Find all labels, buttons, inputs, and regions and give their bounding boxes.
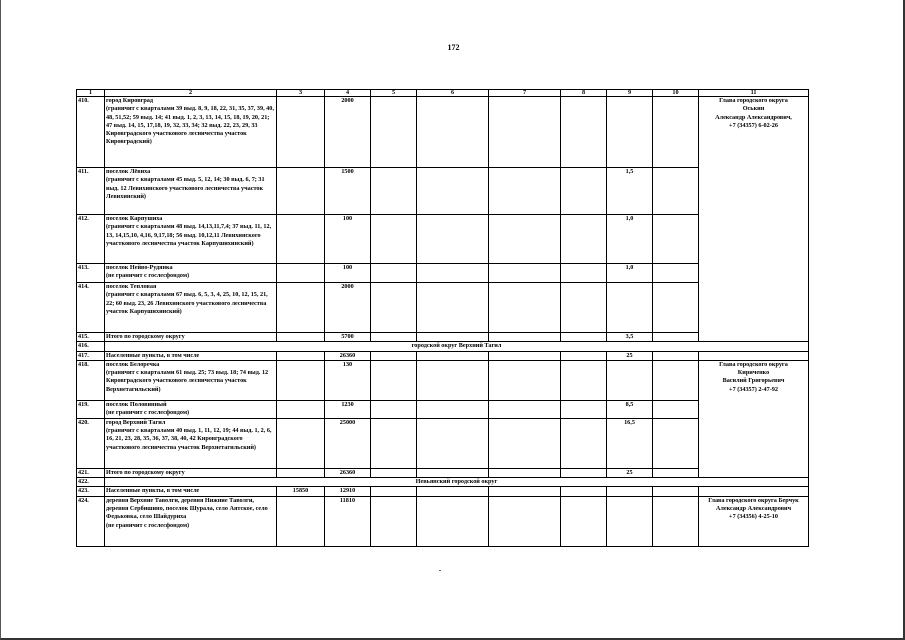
col7-cell <box>489 97 561 168</box>
col6-cell <box>417 215 489 264</box>
col6-cell <box>417 283 489 333</box>
col7-cell <box>489 215 561 264</box>
col8-cell <box>561 283 607 333</box>
col4-cell: 1500 <box>325 168 371 215</box>
col5-cell <box>371 487 417 496</box>
col3-cell <box>277 283 325 333</box>
col10-cell <box>653 400 699 418</box>
header-cell: 4 <box>325 90 371 97</box>
col9-cell: 25 <box>607 351 653 360</box>
col9-cell <box>607 283 653 333</box>
col3-cell <box>277 168 325 215</box>
col10-cell <box>653 333 699 342</box>
col8-cell <box>561 418 607 468</box>
col9-cell: 3,5 <box>607 333 653 342</box>
settlement-cell: город Верхний Тагил (граничит с кварталами 40 выд. 1, 11, 12, 19; 44 выд. 1, 2, 6, 16, 21, 23, 28, 35, 36, 37, 38, 40, 42 Кировградского участкового лесничества участок Верхнетагильский) <box>105 418 277 468</box>
col5-cell <box>371 264 417 283</box>
col10-cell <box>653 418 699 468</box>
col5-cell <box>371 97 417 168</box>
row-number: 416. <box>77 342 105 351</box>
header-cell: 8 <box>561 90 607 97</box>
col9-cell: 8,5 <box>607 400 653 418</box>
col5-cell <box>371 215 417 264</box>
col8-cell <box>561 264 607 283</box>
page-number: 172 <box>447 43 460 52</box>
col6-cell <box>417 496 489 546</box>
col7-cell <box>489 487 561 496</box>
col10-cell <box>653 168 699 215</box>
col3-cell <box>277 418 325 468</box>
col4-cell: 130 <box>325 360 371 400</box>
col11-cell <box>699 351 809 360</box>
col9-cell: 1,5 <box>607 168 653 215</box>
settlement-cell: Населенные пункты, в том числе <box>105 487 277 496</box>
col10-cell <box>653 283 699 333</box>
col3-cell <box>277 351 325 360</box>
col4-cell: 100 <box>325 215 371 264</box>
table-row <box>77 360 809 400</box>
col9-cell: 25 <box>607 468 653 477</box>
row-number: 419. <box>77 400 105 418</box>
col8-cell <box>561 97 607 168</box>
row-number: 420. <box>77 418 105 468</box>
settlements-table <box>76 89 809 547</box>
col4-cell: 25000 <box>325 418 371 468</box>
header-cell: 1 <box>77 90 105 97</box>
table-row <box>77 351 809 360</box>
col3-cell <box>277 496 325 546</box>
row-number: 411. <box>77 168 105 215</box>
col6-cell <box>417 468 489 477</box>
row-number: 414. <box>77 283 105 333</box>
col3-cell <box>277 468 325 477</box>
col10-cell <box>653 360 699 400</box>
col4-cell: 26360 <box>325 351 371 360</box>
col9-cell <box>607 496 653 546</box>
head-contact-kirovgrad: Глава городского округа Оськин Александр Александрович, +7 (34357) 6-02-26 <box>699 97 809 342</box>
col4-cell: 1230 <box>325 400 371 418</box>
header-cell: 3 <box>277 90 325 97</box>
row-number: 421. <box>77 468 105 477</box>
total-label: Итого по городскому округу <box>105 468 277 477</box>
col6-cell <box>417 487 489 496</box>
col6-cell <box>417 333 489 342</box>
col3-cell <box>277 360 325 400</box>
col10-cell <box>653 215 699 264</box>
col10-cell <box>653 351 699 360</box>
region-row <box>77 342 809 351</box>
col7-cell <box>489 496 561 546</box>
col5-cell <box>371 418 417 468</box>
col3-cell <box>277 97 325 168</box>
col7-cell <box>489 264 561 283</box>
row-number: 410. <box>77 97 105 168</box>
col5-cell <box>371 351 417 360</box>
col5-cell <box>371 168 417 215</box>
col9-cell: 16,5 <box>607 418 653 468</box>
col6-cell <box>417 351 489 360</box>
col5-cell <box>371 333 417 342</box>
header-cell: 5 <box>371 90 417 97</box>
col4-cell: 12910 <box>325 487 371 496</box>
row-number: 422. <box>77 478 105 487</box>
col8-cell <box>561 351 607 360</box>
total-label: Итого по городскому округу <box>105 333 277 342</box>
row-number: 424. <box>77 496 105 546</box>
col6-cell <box>417 168 489 215</box>
col4-cell: 100 <box>325 264 371 283</box>
col4-cell: 5700 <box>325 333 371 342</box>
col7-cell <box>489 418 561 468</box>
row-number: 415. <box>77 333 105 342</box>
col9-cell: 1,0 <box>607 264 653 283</box>
col11-cell <box>699 487 809 496</box>
col7-cell <box>489 468 561 477</box>
settlement-cell: поселок Половинный (не граничит с гослесфондом) <box>105 400 277 418</box>
col3-cell <box>277 264 325 283</box>
col3-cell <box>277 333 325 342</box>
col3-cell <box>277 400 325 418</box>
col10-cell <box>653 264 699 283</box>
settlement-cell: поселок Карпушиха (граничит с кварталами 48 выд. 14,13,11,7,4; 37 выд. 11, 12, 13, 14,15,10, 4,16, 9,17,18; 56 выд. 10,12,11 Левихинского участкового лесничества участок Карпушихинский) <box>105 215 277 264</box>
settlement-cell: город Кировград (граничит с кварталами 39 выд. 8, 9, 18, 22, 31, 35, 37, 39, 40, 48, 51,52; 59 выд. 14; 41 выд. 1, 2, 3, 13, 14, 15, 18, 19, 20, 21; 47 выд. 14, 15, 17,18, 19, 32, 33, 34; 32 выд. 22, 23, 29, 33 Кировградского участкового лесничества участок Кировградский) <box>105 97 277 168</box>
col10-cell <box>653 468 699 477</box>
col5-cell <box>371 360 417 400</box>
col9-cell <box>607 97 653 168</box>
col7-cell <box>489 400 561 418</box>
col9-cell: 1,0 <box>607 215 653 264</box>
col7-cell <box>489 351 561 360</box>
col10-cell <box>653 97 699 168</box>
header-cell: 11 <box>699 90 809 97</box>
col6-cell <box>417 360 489 400</box>
col7-cell <box>489 333 561 342</box>
col5-cell <box>371 468 417 477</box>
col8-cell <box>561 215 607 264</box>
settlement-cell: поселок Тепловая (граничит с кварталами 67 выд. 6, 5, 3, 4, 25, 10, 12, 15, 21, 22; 60 выд. 23, 26 Левихинского участкового лесничества участок Карпушихинский) <box>105 283 277 333</box>
col6-cell <box>417 400 489 418</box>
col9-cell <box>607 360 653 400</box>
settlement-cell: деревня Верхние Таволги, деревня Нижние Таволги, деревня Сербишино, поселок Шурала, село Аятское, село Федьковка, село Шайдуриха (не граничит с гослесфондом) <box>105 496 277 546</box>
table-row <box>77 487 809 496</box>
col10-cell <box>653 487 699 496</box>
settlement-cell: поселок Нейво-Рудянка (не граничит с гослесфондом) <box>105 264 277 283</box>
col3-cell: 15850 <box>277 487 325 496</box>
region-row <box>77 478 809 487</box>
table-row <box>77 97 809 168</box>
region-title: городской округ Верхний Тагил <box>105 342 809 351</box>
row-number: 417. <box>77 351 105 360</box>
table-row <box>77 496 809 546</box>
head-contact-nevyansk: Глава городского округа Берчук Александр Александрович +7 (34356) 4-25-10 <box>699 496 809 546</box>
col6-cell <box>417 264 489 283</box>
col4-cell: 11810 <box>325 496 371 546</box>
row-number: 418. <box>77 360 105 400</box>
header-cell: 9 <box>607 90 653 97</box>
col5-cell <box>371 283 417 333</box>
header-cell: 7 <box>489 90 561 97</box>
header-row <box>77 90 809 97</box>
scan-speck <box>439 570 441 571</box>
row-number: 412. <box>77 215 105 264</box>
col3-cell <box>277 215 325 264</box>
header-cell: 10 <box>653 90 699 97</box>
head-contact-verkhniy-tagil: Глава городского округа Кириченко Василий Григорьевич +7 (34357) 2-47-92 <box>699 360 809 477</box>
col5-cell <box>371 400 417 418</box>
col8-cell <box>561 400 607 418</box>
col8-cell <box>561 333 607 342</box>
col8-cell <box>561 168 607 215</box>
col4-cell: 26360 <box>325 468 371 477</box>
col5-cell <box>371 496 417 546</box>
row-number: 413. <box>77 264 105 283</box>
settlement-cell: Населенные пункты, в том числе <box>105 351 277 360</box>
col7-cell <box>489 168 561 215</box>
col8-cell <box>561 468 607 477</box>
col9-cell <box>607 487 653 496</box>
col4-cell: 2000 <box>325 97 371 168</box>
header-cell: 2 <box>105 90 277 97</box>
col6-cell <box>417 97 489 168</box>
col8-cell <box>561 360 607 400</box>
col8-cell <box>561 496 607 546</box>
col7-cell <box>489 283 561 333</box>
settlement-cell: поселок Лёвиха (граничит с кварталами 45 выд. 5, 12, 14; 30 выд. 6, 7; 31 выд. 12 Левихинского участкового лесничества участок Левихинский) <box>105 168 277 215</box>
col7-cell <box>489 360 561 400</box>
col6-cell <box>417 418 489 468</box>
region-title: Невьянский городской округ <box>105 478 809 487</box>
col8-cell <box>561 487 607 496</box>
header-cell: 6 <box>417 90 489 97</box>
row-number: 423. <box>77 487 105 496</box>
col4-cell: 2000 <box>325 283 371 333</box>
col10-cell <box>653 496 699 546</box>
settlement-cell: поселок Белоречка (граничит с кварталами 61 выд. 25; 73 выд. 18; 74 выд. 12 Кировградского участкового лесничества участок Верхнетагильский) <box>105 360 277 400</box>
